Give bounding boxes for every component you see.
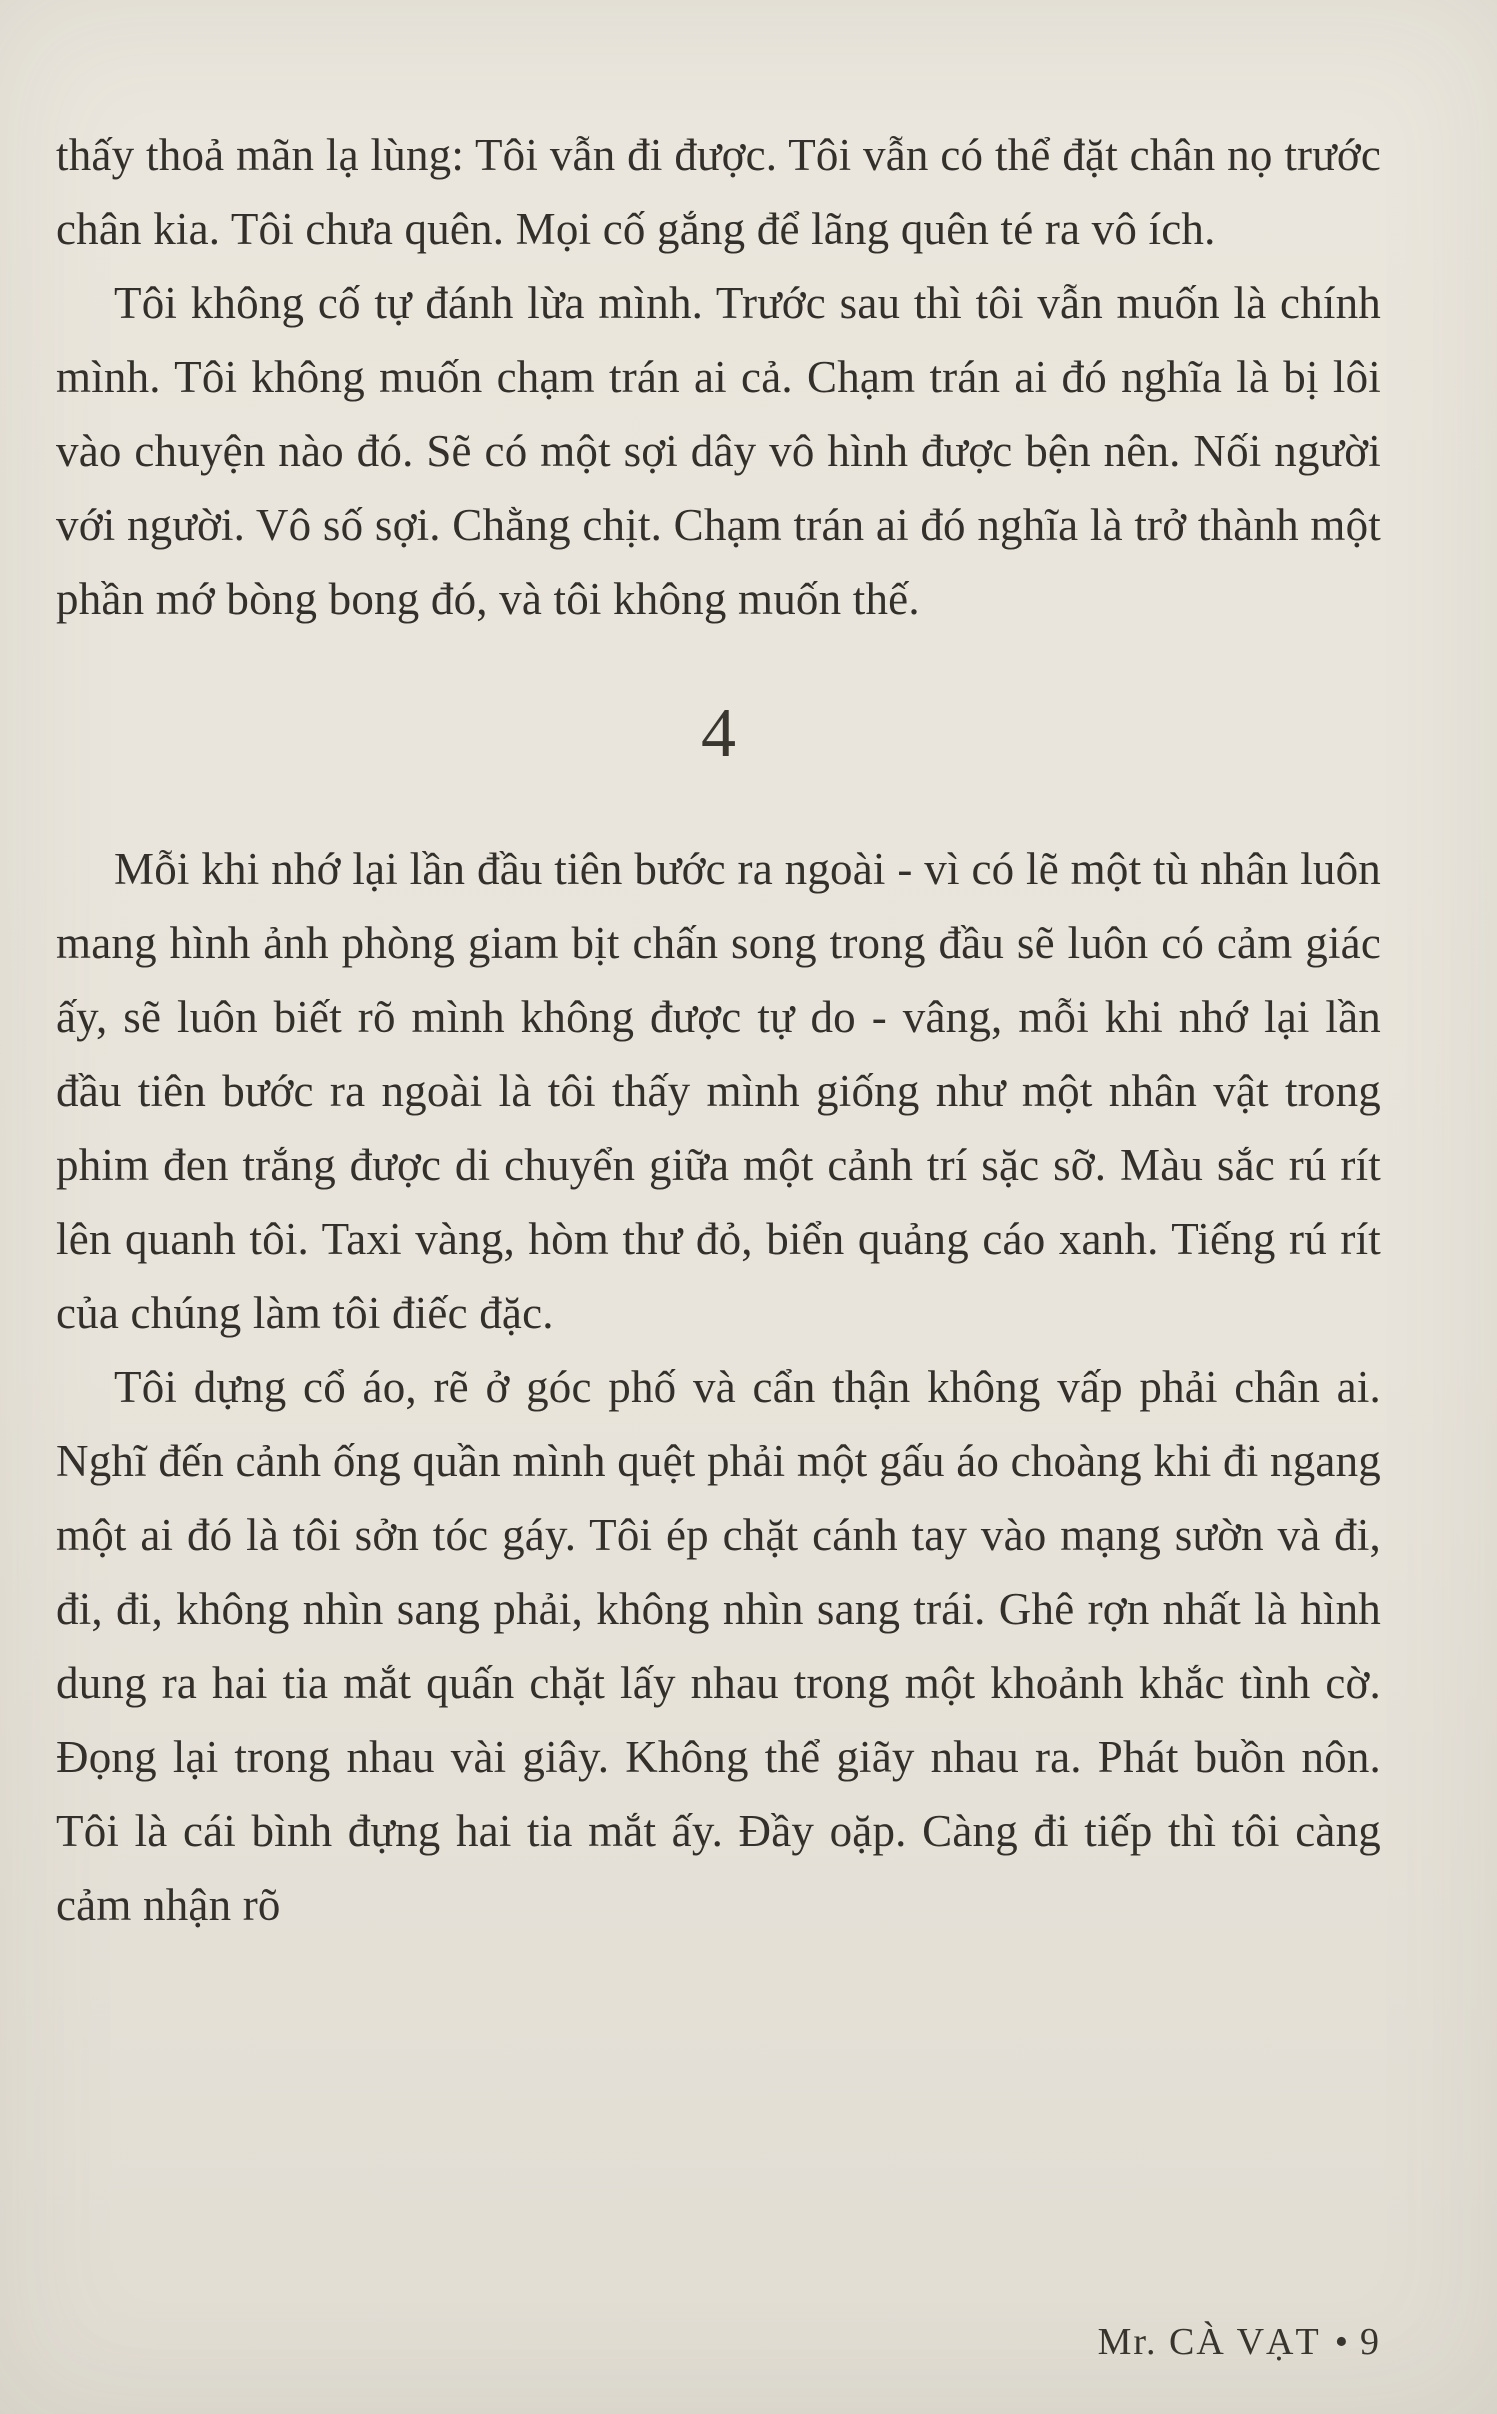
paragraph: Tôi không cố tự đánh lừa mình. Trước sau thì tôi vẫn muốn là chính mình. Tôi không muốn chạm trán ai cả. Chạm trán ai đó nghĩa là bị lôi vào chuyện nào đó. Sẽ có một sợi dây vô hình được bện nên. Nối người với người. Vô số sợi. Chằng chịt. Chạm trán ai đó nghĩa là trở thành một phần mớ bòng bong đó, và tôi không muốn thế. — [56, 278, 1381, 624]
paragraph: Tôi dựng cổ áo, rẽ ở góc phố và cẩn thận không vấp phải chân ai. Nghĩ đến cảnh ống quần mình quệt phải một gấu áo choàng khi đi ngang một ai đó là tôi sởn tóc gáy. Tôi ép chặt cánh tay vào mạng sườn và đi, đi, đi, không nhìn sang phải, không nhìn sang trái. Ghê rợn nhất là hình dung ra hai tia mắt quấn chặt lấy nhau trong một khoảnh khắc tình cờ. Đọng lại trong nhau vài giây. Không thể giãy nhau ra. Phát buồn nôn. Tôi là cái bình đựng hai tia mắt ấy. Đầy oặp. Càng đi tiếp thì tôi càng cảm nhận rõ — [56, 1362, 1381, 1930]
body-text — [56, 118, 1381, 1942]
paragraph: Mỗi khi nhớ lại lần đầu tiên bước ra ngoài - vì có lẽ một tù nhân luôn mang hình ảnh phòng giam bịt chấn song trong đầu sẽ luôn có cảm giác ấy, sẽ luôn biết rõ mình không được tự do - vâng, mỗi khi nhớ lại lần đầu tiên bước ra ngoài là tôi thấy mình giống như một nhân vật trong phim đen trắng được di chuyển giữa một cảnh trí sặc sỡ. Màu sắc rú rít lên quanh tôi. Taxi vàng, hòm thư đỏ, biển quảng cáo xanh. Tiếng rú rít của chúng làm tôi điếc đặc. — [56, 844, 1381, 1338]
paragraph: thấy thoả mãn lạ lùng: Tôi vẫn đi được. Tôi vẫn có thể đặt chân nọ trước chân kia. Tôi chưa quên. Mọi cố gắng để lãng quên té ra vô ích. — [56, 130, 1381, 254]
page-footer — [1098, 2320, 1381, 2364]
section-number: 4 — [701, 695, 736, 772]
page-number: 9 — [1360, 2321, 1381, 2363]
running-title: Mr. CÀ VẠT — [1097, 2321, 1321, 2363]
footer-separator: • — [1334, 2321, 1350, 2363]
